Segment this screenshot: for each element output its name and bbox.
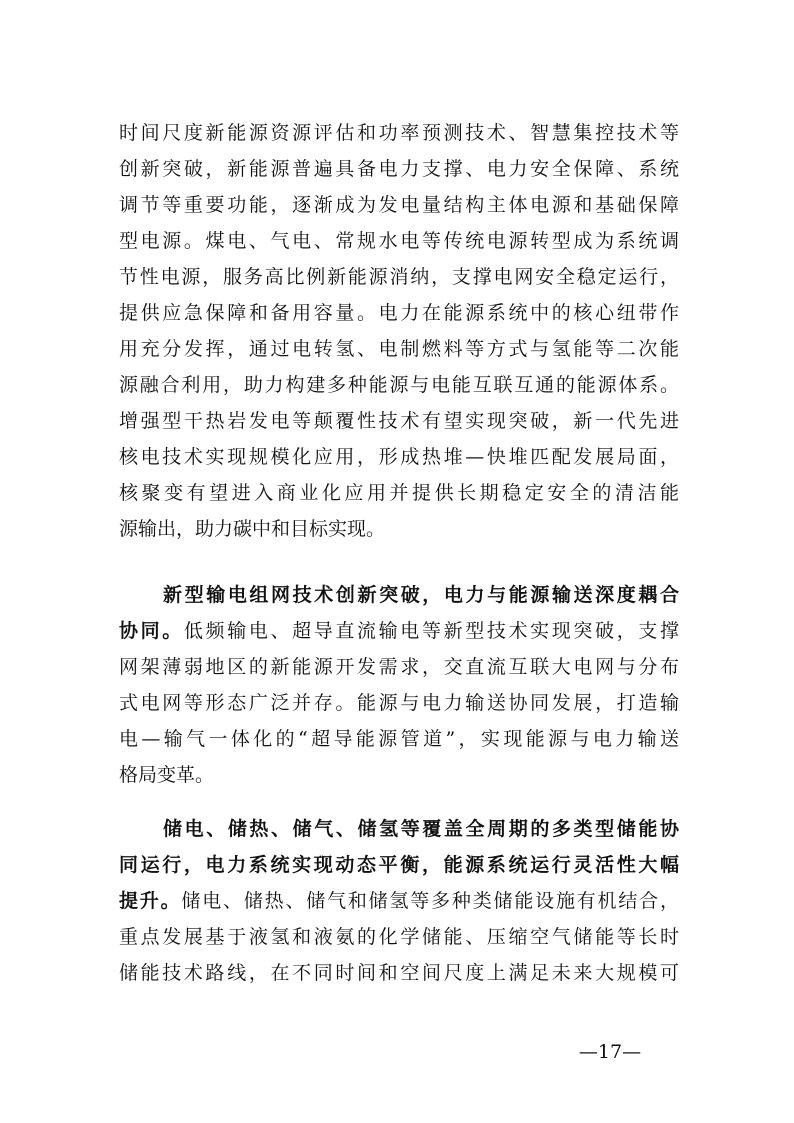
text-line [119,848,679,882]
text-line [163,578,679,612]
text-line: 时间尺度新能源资源评估和功率预测技术、智慧集控技术等 [119,122,679,144]
text-line: 节性电源，服务高比例新能源消纳，支撑电网安全稳定运行， [119,266,679,288]
text-line: 核聚变有望进入商业化应用并提供长期稳定安全的清洁能 [119,482,679,504]
text-line [119,884,679,918]
bold-heading-text: 协同。 [119,620,184,642]
text-line: 创新突破，新能源普遍具备电力支撑、电力安全保障、系统 [119,158,679,180]
text-line [163,812,679,846]
text-line: 网架薄弱地区的新能源开发需求，交直流互联大电网与分布 [119,656,679,678]
text-line: 型电源。煤电、气电、常规水电等传统电源转型成为系统调 [119,230,679,252]
bold-heading-text: 储电、储热、储气、储氢等覆盖全周期的多类型储能协 [163,818,679,840]
bold-heading-text: 新型输电组网技术创新突破，电力与能源输送深度耦合 [163,584,679,606]
line-text: 储电、储热、储气和储氢等多种类储能设施有机结合， [181,890,679,912]
text-line: 调节等重要功能，逐渐成为发电量结构主体电源和基础保障 [119,194,679,216]
text-line [119,614,679,648]
text-line: 式电网等形态广泛并存。能源与电力输送协同发展，打造输 [119,692,679,714]
text-line: 增强型干热岩发电等颠覆性技术有望实现突破，新一代先进 [119,410,679,432]
text-line: 格局变革。 [119,764,215,786]
text-line: 源输出，助力碳中和目标实现。 [119,518,386,540]
text-line: 源融合利用，助力构建多种能源与电能互联互通的能源体系。 [119,374,679,396]
text-line: 电—输气一体化的“超导能源管道”，实现能源与电力输送 [119,728,679,750]
bold-heading-text: 同运行，电力系统实现动态平衡，能源系统运行灵活性大幅 [119,854,679,876]
bold-heading-text: 提升。 [119,890,182,912]
text-line: 储能技术路线，在不同时间和空间尺度上满足未来大规模可 [119,962,679,984]
text-line: 核电技术实现规模化应用，形成热堆—快堆匹配发展局面， [119,446,679,468]
text-line: 重点发展基于液氢和液氨的化学储能、压缩空气储能等长时 [119,926,679,948]
text-line: 用充分发挥，通过电转氢、电制燃料等方式与氢能等二次能 [119,338,679,360]
text-line: 提供应急保障和备用容量。电力在能源系统中的核心纽带作 [119,302,679,324]
page-number: —17— [578,1041,642,1063]
line-text: 低频输电、超导直流输电等新型技术实现突破，支撑 [183,620,679,642]
